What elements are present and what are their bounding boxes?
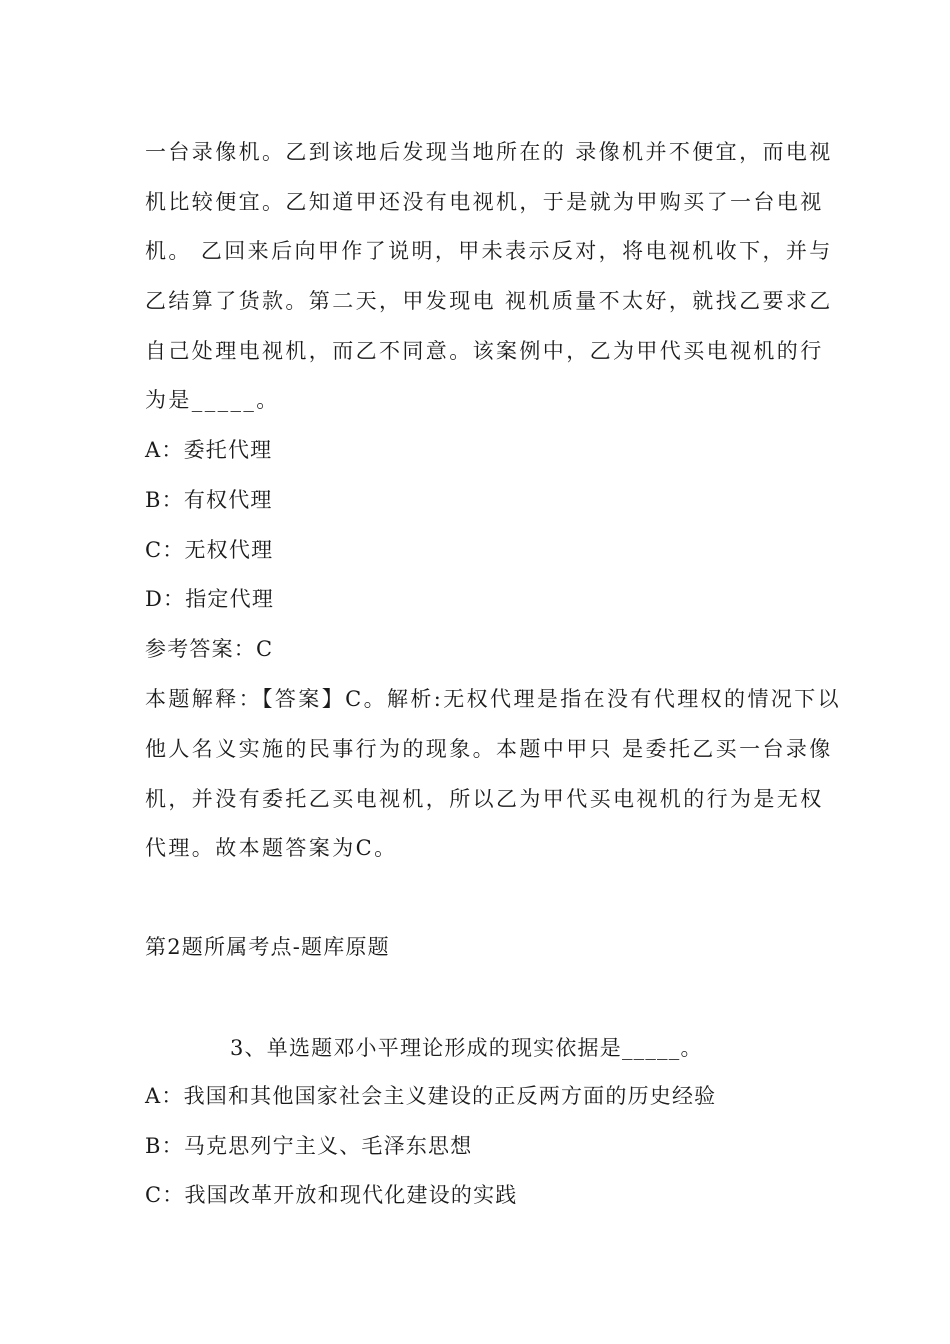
q2-stem-line-3: 机。 乙回来后向甲作了说明，甲未表示反对，将电视机收下，并与 bbox=[145, 239, 833, 263]
q2-explanation-line-3: 机，并没有委托乙买电视机，所以乙为甲代买电视机的行为是无权 bbox=[145, 787, 824, 811]
q2-option-c: C：无权代理 bbox=[145, 538, 274, 562]
q2-stem-line-4: 乙结算了货款。第二天，甲发现电 视机质量不太好，就找乙要求乙 bbox=[145, 289, 833, 313]
q3-option-a: A：我国和其他国家社会主义建设的正反两方面的历史经验 bbox=[145, 1084, 717, 1108]
q2-option-b: B：有权代理 bbox=[145, 488, 273, 512]
q2-stem-line-6: 为是_____。 bbox=[145, 388, 280, 412]
q2-answer: 参考答案：C bbox=[145, 637, 274, 661]
q2-explanation-line-4: 代理。故本题答案为C。 bbox=[145, 836, 398, 860]
q2-explanation-line-2: 他人名义实施的民事行为的现象。本题中甲只 是委托乙买一台录像 bbox=[145, 737, 833, 761]
q3-option-c: C：我国改革开放和现代化建设的实践 bbox=[145, 1183, 518, 1207]
q2-option-a: A：委托代理 bbox=[145, 438, 273, 462]
q2-explanation-line-1: 本题解释：【答案】C。解析:无权代理是指在没有代理权的情况下以 bbox=[145, 687, 842, 711]
q2-stem-line-2: 机比较便宜。乙知道甲还没有电视机，于是就为甲购买了一台电视 bbox=[145, 190, 824, 214]
q3-stem: 3、单选题邓小平理论形成的现实依据是_____。 bbox=[230, 1036, 703, 1060]
q2-knowledge-point: 第2题所属考点-题库原题 bbox=[145, 935, 390, 959]
q2-option-d: D：指定代理 bbox=[145, 587, 275, 611]
q2-stem-line-5: 自己处理电视机，而乙不同意。该案例中，乙为甲代买电视机的行 bbox=[145, 339, 824, 363]
q3-option-b: B：马克思列宁主义、毛泽东思想 bbox=[145, 1134, 473, 1158]
q2-stem-line-1: 一台录像机。乙到该地后发现当地所在的 录像机并不便宜，而电视 bbox=[145, 140, 833, 164]
